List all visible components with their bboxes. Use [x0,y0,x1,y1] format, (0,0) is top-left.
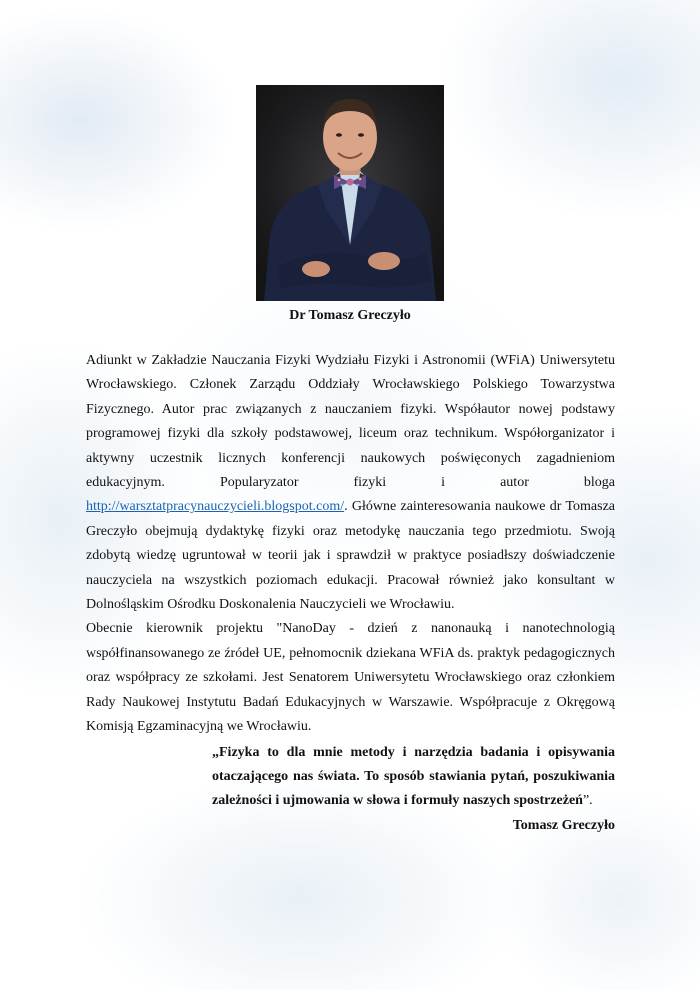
portrait-photo [256,85,444,301]
biography-paragraph-1-start: Adiunkt w Zakładzie Nauczania Fizyki Wydziału Fizyki i Astronomii (WFiA) Uniwersytetu Wrocławskiego. Członek Zarządu Oddziały Wrocławskiego Polskiego Towarzystwa Fizycznego. Autor prac związanych z nauczaniem fizyki. Współautor nowej podstawy programowej fizyki dla szkoły podstawowej, liceum oraz technikum. Współorganizator i aktywny uczestnik licznych konferencji naukowych poświęconych zagadnieniom edukacyjnym. Popularyzator fizyki i autor bloga [86,353,615,491]
quote-author: Tomasz Greczyło [512,818,615,833]
quote-closing-mark: ”. [582,793,593,809]
biography-text [86,349,615,740]
portrait-illustration [256,85,444,301]
biography-paragraph-1-end: . Główne zainteresowania naukowe dr Tomasza Greczyło obejmują dydaktykę fizyki oraz metodykę nauczania tego przedmiotu. Swoją zdobytą wiedzę ugruntował w teorii jak i sprawdził w praktyce posiadłszy doświadczenie nauczyciela na wszystkich poziomach edukacji. Pracował również jako konsultant w Dolnośląskim Ośrodku Doskonalenia Nauczycieli we Wrocławiu. [86,499,615,613]
quote-text: „Fizyka to dla mnie metody i narzędzia badania i opisywania otaczającego nas świata. To sposób stawiania pytań, poszukiwania zależności i ujmowania w słowa i formuły naszych spostrzeżeń [212,745,615,809]
photo-caption-name: Dr Tomasz Greczyło [289,308,411,323]
quote-block [212,741,615,814]
biography-paragraph-2: Obecnie kierownik projektu "NanoDay - dzień z nanonauką i nanotechnologią współfinansowanego ze źródeł UE, pełnomocnik dziekana WFiA ds. praktyk pedagogicznych oraz współpracy ze szkołami. Jest Senatorem Uniwersytetu Wrocławskiego oraz członkiem Rady Naukowej Instytutu Badań Edukacyjnych w Warszawie. Współpracuje z Okręgową Komisją Egzaminacyjną we Wrocławiu. [86,621,615,735]
blog-link[interactable]: http://warsztatpracynauczycieli.blogspot.com/ [86,499,345,515]
biography-paragraph-1 [86,349,615,617]
